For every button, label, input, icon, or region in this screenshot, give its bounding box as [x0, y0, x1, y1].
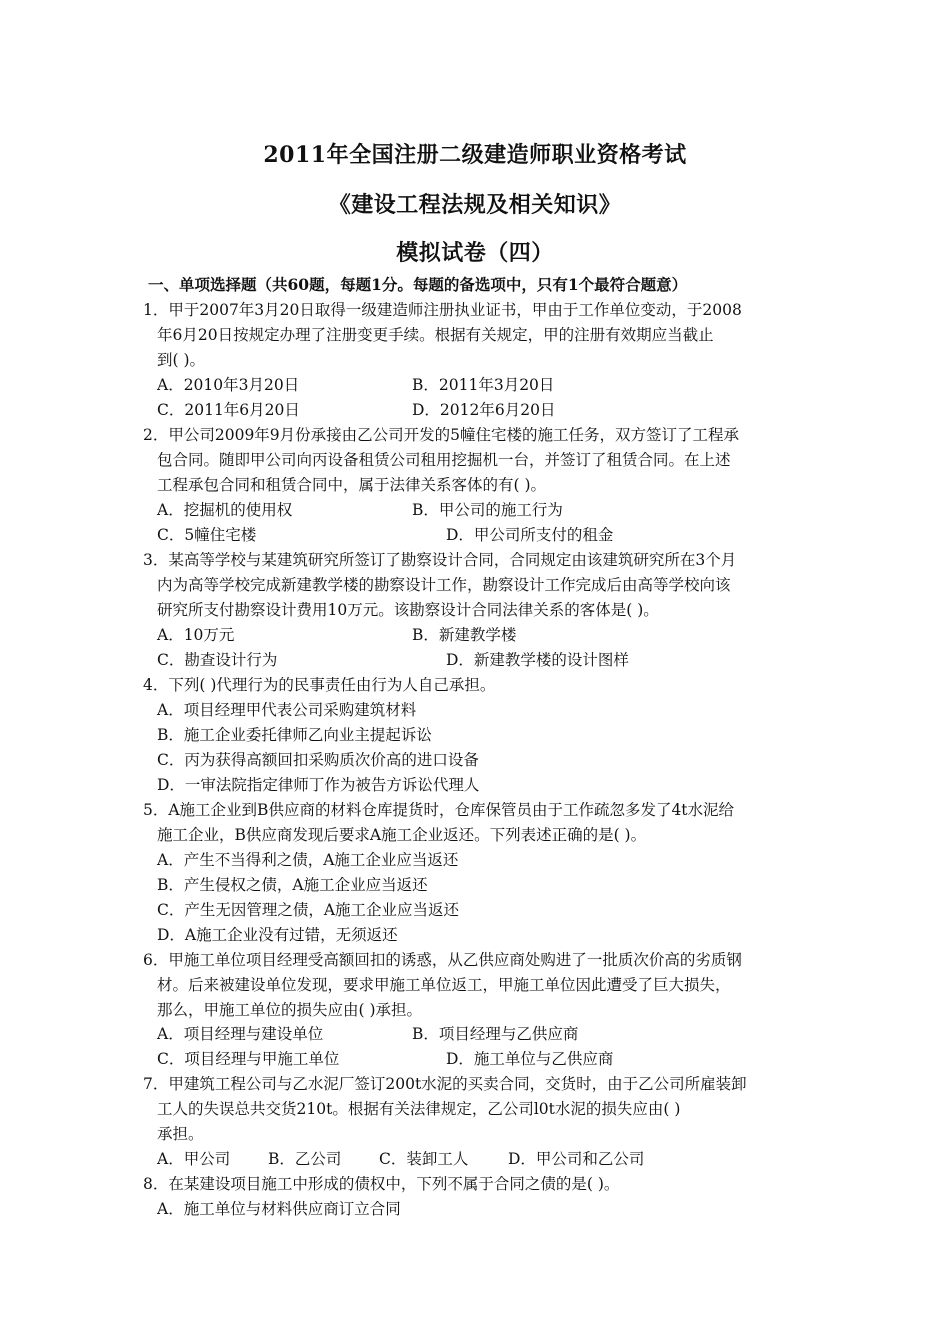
- question-3-option-a: A．10万元: [157, 626, 235, 644]
- question-1-option-d: D．2012年6月20日: [412, 401, 556, 419]
- question-8-line: 8．在某建设项目施工中形成的债权中，下列不属于合同之债的是( )。: [143, 1175, 620, 1193]
- section-heading: 一、单项选择题（共60题，每题1分。每题的备选项中，只有1个最符合题意）: [148, 275, 688, 294]
- question-6-option-d: D．施工单位与乙供应商: [446, 1050, 614, 1068]
- question-2-line: 2．甲公司2009年9月份承接由乙公司开发的5幢住宅楼的施工任务，双方签订了工程承: [143, 426, 740, 444]
- question-1-line: 1．甲于2007年3月20日取得一级建造师注册执业证书，甲由于工作单位变动，于2008: [143, 301, 742, 319]
- question-1-option-c: C．2011年6月20日: [157, 401, 300, 419]
- paper-title: 模拟试卷（四）: [396, 240, 554, 266]
- question-5-option-c: C．产生无因管理之债，A施工企业应当返还: [157, 901, 460, 919]
- question-3-option-d: D．新建教学楼的设计图样: [446, 651, 629, 669]
- subject-title: 《建设工程法规及相关知识》: [328, 192, 622, 218]
- question-8-option-a: A．施工单位与材料供应商订立合同: [157, 1200, 401, 1218]
- question-6-option-a: A．项目经理与建设单位: [157, 1025, 324, 1043]
- question-7-line: 7．甲建筑工程公司与乙水泥厂签订200t水泥的买卖合同，交货时，由于乙公司所雇装卸: [143, 1075, 747, 1093]
- question-6-line: 那么，甲施工单位的损失应由( )承担。: [157, 1001, 423, 1019]
- question-3-option-c: C．勘查设计行为: [157, 651, 278, 669]
- question-4-line: 4．下列( )代理行为的民事责任由行为人自己承担。: [143, 676, 496, 694]
- question-7-option-b: B．乙公司: [268, 1150, 342, 1168]
- question-2-option-c: C．5幢住宅楼: [157, 526, 257, 544]
- question-2-option-d: D．甲公司所支付的租金: [446, 526, 614, 544]
- question-6-option-c: C．项目经理与甲施工单位: [157, 1050, 340, 1068]
- question-7-option-d: D．甲公司和乙公司: [508, 1150, 645, 1168]
- question-6-line: 6．甲施工单位项目经理受高额回扣的诱惑，从乙供应商处购进了一批质次价高的劣质钢: [143, 951, 742, 969]
- question-7-option-a: A．甲公司: [157, 1150, 231, 1168]
- question-5-option-d: D．A施工企业没有过错，无须返还: [157, 926, 398, 944]
- question-5-line: 5．A施工企业到B供应商的材料仓库提货时，仓库保管员由于工作疏忽多发了4t水泥给: [143, 801, 735, 819]
- question-4-option-d: D．一审法院指定律师丁作为被告方诉讼代理人: [157, 776, 480, 794]
- question-2-option-a: A．挖掘机的使用权: [157, 501, 293, 519]
- question-1-line: 年6月20日按规定办理了注册变更手续。根据有关规定，甲的注册有效期应当截止: [157, 326, 714, 344]
- question-3-line: 研究所支付勘察设计费用10万元。该勘察设计合同法律关系的客体是( )。: [157, 601, 659, 619]
- question-4-option-c: C．丙为获得高额回扣采购质次价高的进口设备: [157, 751, 479, 769]
- question-5-option-a: A．产生不当得利之债，A施工企业应当返还: [157, 851, 459, 869]
- question-3-option-b: B．新建教学楼: [412, 626, 517, 644]
- exam-title: 2011年全国注册二级建造师职业资格考试: [263, 142, 687, 168]
- question-1-line: 到( )。: [157, 351, 206, 369]
- question-7-line: 承担。: [157, 1125, 204, 1143]
- question-2-line: 工程承包合同和租赁合同中，属于法律关系客体的有( )。: [157, 476, 547, 494]
- question-5-option-b: B．产生侵权之债，A施工企业应当返还: [157, 876, 428, 894]
- question-1-option-b: B．2011年3月20日: [412, 376, 555, 394]
- question-3-line: 3．某高等学校与某建筑研究所签订了勘察设计合同，合同规定由该建筑研究所在3个月: [143, 551, 737, 569]
- question-3-line: 内为高等学校完成新建教学楼的勘察设计工作，勘察设计工作完成后由高等学校向该: [157, 576, 731, 594]
- question-7-option-c: C．装卸工人: [379, 1150, 469, 1168]
- question-7-line: 工人的失误总共交货210t。根据有关法律规定，乙公司l0t水泥的损失应由( ): [157, 1100, 681, 1118]
- question-5-line: 施工企业，B供应商发现后要求A施工企业返还。下列表述正确的是( )。: [157, 826, 647, 844]
- question-2-option-b: B．甲公司的施工行为: [412, 501, 563, 519]
- question-6-option-b: B．项目经理与乙供应商: [412, 1025, 579, 1043]
- question-6-line: 材。后来被建设单位发现，要求甲施工单位返工，甲施工单位因此遭受了巨大损失，: [157, 976, 731, 994]
- question-4-option-a: A．项目经理甲代表公司采购建筑材料: [157, 701, 417, 719]
- question-2-line: 包合同。随即甲公司向丙设备租赁公司租用挖掘机一台，并签订了租赁合同。在上述: [157, 451, 731, 469]
- question-4-option-b: B．施工企业委托律师乙向业主提起诉讼: [157, 726, 432, 744]
- question-1-option-a: A．2010年3月20日: [157, 376, 300, 394]
